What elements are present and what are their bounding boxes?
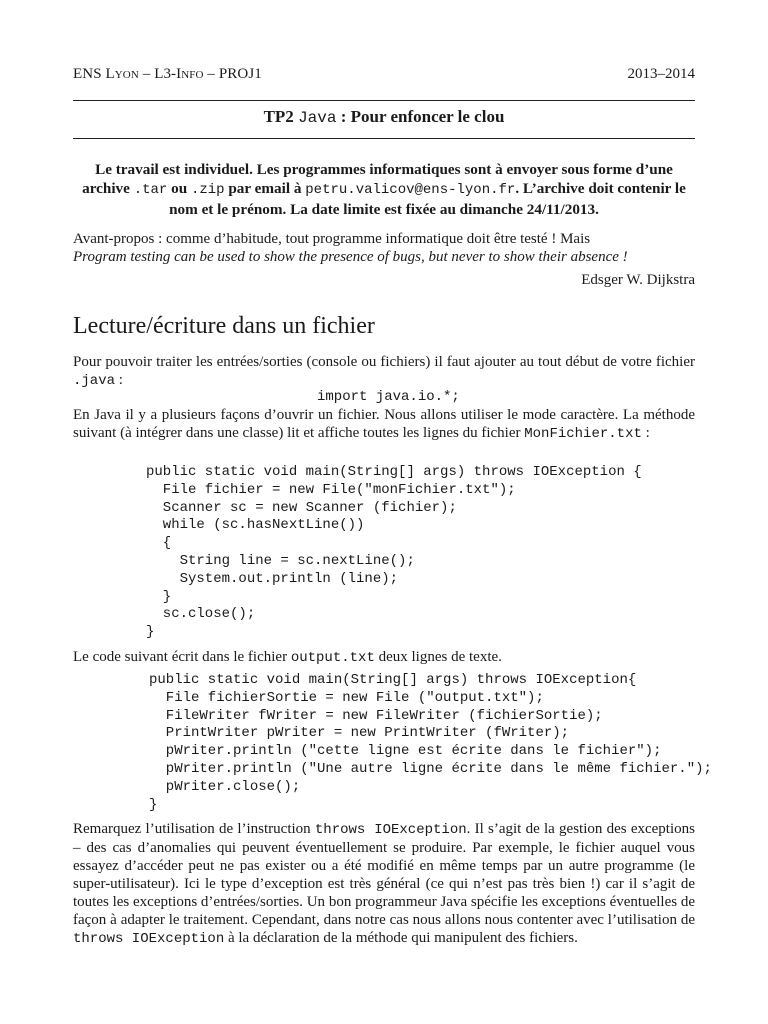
- quote-author: Edsger W. Dijkstra: [581, 272, 695, 288]
- document-title: TP2 Java : Pour enfoncer le clou: [263, 107, 505, 127]
- header-course: ENS Lyon – L3-Info – PROJ1: [73, 66, 262, 82]
- section-heading: Lecture/écriture dans un fichier: [73, 313, 375, 339]
- paragraph-write-file: Le code suivant écrit dans le fichier output.txt deux lignes de texte.: [73, 649, 502, 666]
- intro-instructions: Le travail est individuel. Les programmes informatiques sont à envoyer sous forme d’une archive .tar ou .zip par email à petru.valicov@ens-lyon.fr. L’archive doit contenir le nom et le prénom. La date limite est fixée au dimanche 24/11/2013.: [82, 161, 686, 218]
- foreword-quote: Program testing can be used to show the presence of bugs, but never to show their absence !: [73, 249, 628, 265]
- email-address: petru.valicov@ens-lyon.fr: [305, 182, 516, 198]
- header-year: 2013–2014: [627, 66, 695, 82]
- paragraph-exceptions: Remarquez l’utilisation de l’instruction throws IOException. Il s’agit de la gestion des exceptions – des cas d’anomalies qui peuvent éventuellement se produire. Par exemple, le fichier auquel vous essayez d’accéder peut ne pas exister ou a été modifié en même temps par un autre programme (le super-utilisateur). Ici le type d’exception est très général (ce qui n’est pas très bien !) car il s’agit de toutes les exceptions d’entrées/sorties. Un bon programmeur Java spécifie les exceptions éventuelles de façon à adapter le traitement. Cependant, dans notre cas nous allons nous contenter avec l’utilisation de throws IOException à la déclaration de la méthode qui manipulent des fichiers.: [73, 821, 695, 947]
- header-rule-bottom: [73, 138, 695, 139]
- paragraph-import: Pour pouvoir traiter les entrées/sorties (console ou fichiers) il faut ajouter au tout début de votre fichier .java :: [73, 354, 695, 389]
- page-header: [73, 66, 695, 83]
- import-statement: import java.io.*;: [317, 389, 460, 405]
- paragraph-read-file: En Java il y a plusieurs façons d’ouvrir un fichier. Nous allons utiliser le mode caractère. La méthode suivant (à intégrer dans une classe) lit et affiche toutes les lignes du fichier MonFichier.txt :: [73, 407, 695, 442]
- foreword: [73, 230, 695, 266]
- header-rule-top: [73, 100, 695, 101]
- foreword-text: Avant-propos : comme d’habitude, tout programme informatique doit être testé ! Mais: [73, 231, 591, 247]
- code-block-read: public static void main(String[] args) throws IOException { File fichier = new File("monFichier.txt"); Scanner sc = new Scanner (fichier); while (sc.hasNextLine()) { String line = sc.nextLine(); System.out.println (line); } sc.close(); }: [146, 464, 642, 641]
- code-block-write: public static void main(String[] args) throws IOException{ File fichierSortie = new File ("output.txt"); FileWriter fWriter = new FileWriter (fichierSortie); PrintWriter pWriter = new PrintWriter (fWriter); pWriter.println ("cette ligne est écrite dans le fichier"); pWriter.println ("Une autre ligne écrite dans le même fichier."); pWriter.close(); }: [149, 672, 712, 813]
